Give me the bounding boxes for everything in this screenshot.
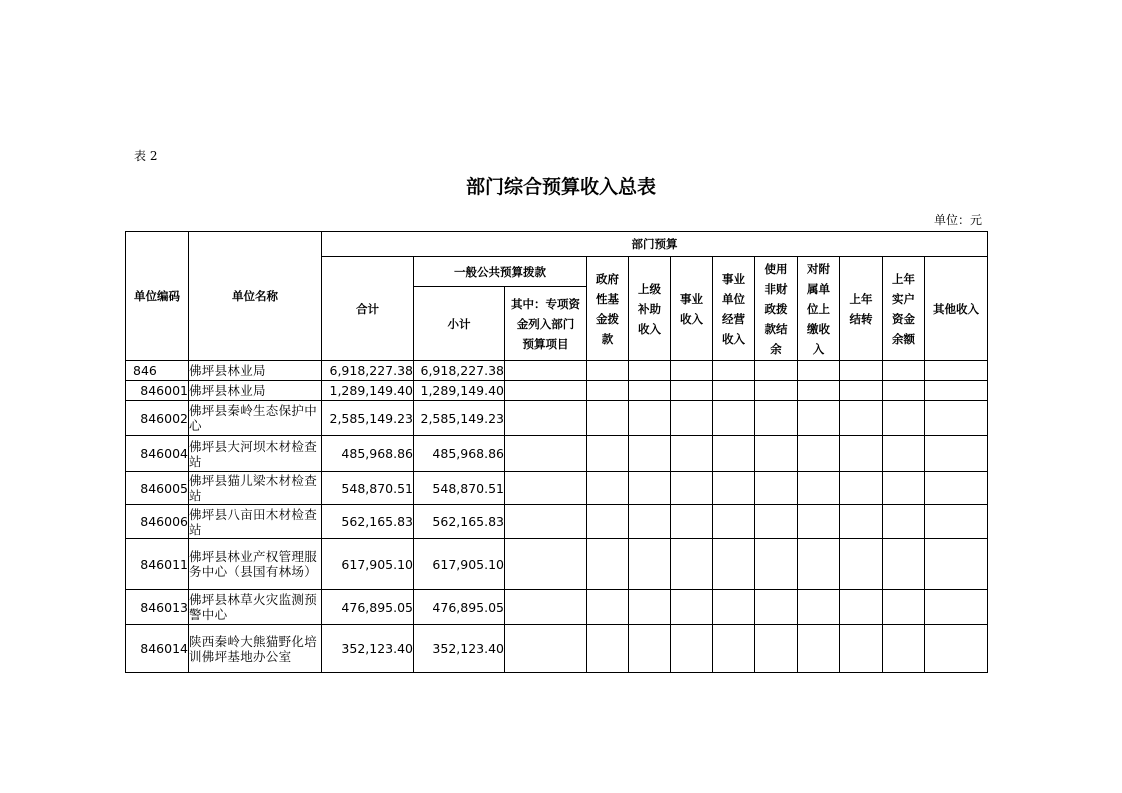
empty-cell <box>925 472 988 505</box>
subtotal-cell: 485,968.86 <box>414 436 505 472</box>
empty-cell <box>925 401 988 436</box>
empty-cell <box>755 505 798 539</box>
empty-cell <box>755 472 798 505</box>
empty-cell <box>925 436 988 472</box>
header-non-fiscal-balance <box>755 257 798 361</box>
empty-cell <box>925 625 988 673</box>
header-special-funds-line: 预算项目 <box>522 336 569 351</box>
empty-cell <box>883 539 925 590</box>
empty-cell <box>629 401 671 436</box>
empty-cell <box>713 472 755 505</box>
unit-label: 单位：元 <box>934 213 983 227</box>
empty-cell <box>587 436 629 472</box>
empty-cell <box>671 505 713 539</box>
empty-cell <box>755 590 798 625</box>
header-business-unit-income-line: 事业 <box>722 271 745 286</box>
header-affiliate-income-line: 属单 <box>807 281 830 296</box>
header-superior-subsidy-line: 补助 <box>638 301 661 316</box>
header-business-unit-income-line: 收入 <box>722 331 745 346</box>
empty-cell <box>798 539 840 590</box>
header-business-unit-income <box>713 257 755 361</box>
header-non-fiscal-balance-line: 使用 <box>764 261 788 276</box>
header-gov-fund-line: 款 <box>601 331 614 346</box>
empty-cell <box>840 472 883 505</box>
empty-cell <box>587 539 629 590</box>
empty-cell <box>883 436 925 472</box>
header-general-budget: 一般公共预算拨款 <box>414 257 587 287</box>
header-affiliate-income <box>798 257 840 361</box>
header-last-year-account-line: 实户 <box>892 291 915 306</box>
empty-cell <box>713 361 755 381</box>
empty-cell <box>840 381 883 401</box>
total-cell: 485,968.86 <box>322 436 414 472</box>
table-row <box>126 625 988 673</box>
header-special-funds <box>505 287 587 361</box>
unit-name-cell: 佛坪县大河坝木材检查站 <box>189 436 322 472</box>
header-business-unit-income-line: 单位 <box>722 291 745 306</box>
unit-name-cell: 佛坪县八亩田木材检查站 <box>189 505 322 539</box>
header-non-fiscal-balance-line: 非财 <box>764 281 788 296</box>
header-last-year-account <box>883 257 925 361</box>
total-cell: 562,165.83 <box>322 505 414 539</box>
total-cell: 6,918,227.38 <box>322 361 414 381</box>
page-title: 部门综合预算收入总表 <box>465 176 656 198</box>
unit-code-cell: 846014 <box>126 625 189 673</box>
total-cell: 2,585,149.23 <box>322 401 414 436</box>
header-last-year-carry-line: 结转 <box>849 311 873 326</box>
subtotal-cell: 548,870.51 <box>414 472 505 505</box>
empty-cell <box>883 505 925 539</box>
header-total: 合计 <box>322 257 414 361</box>
subtotal-cell: 6,918,227.38 <box>414 361 505 381</box>
empty-cell <box>505 381 587 401</box>
header-gov-fund-line: 政府 <box>596 271 619 286</box>
header-gov-fund-line: 性基 <box>596 291 619 306</box>
header-superior-subsidy-line: 上级 <box>638 281 661 296</box>
empty-cell <box>883 381 925 401</box>
empty-cell <box>629 436 671 472</box>
header-last-year-account-line: 资金 <box>892 311 915 326</box>
empty-cell <box>883 401 925 436</box>
empty-cell <box>840 361 883 381</box>
table-row <box>126 472 988 505</box>
subtotal-cell: 476,895.05 <box>414 590 505 625</box>
header-non-fiscal-balance-line: 余 <box>770 341 782 356</box>
empty-cell <box>587 361 629 381</box>
empty-cell <box>840 436 883 472</box>
empty-cell <box>755 539 798 590</box>
header-last-year-carry <box>840 257 883 361</box>
header-other-income: 其他收入 <box>925 257 988 361</box>
empty-cell <box>671 361 713 381</box>
table-row <box>126 401 988 436</box>
header-business-unit-income-line: 经营 <box>722 311 745 326</box>
empty-cell <box>587 505 629 539</box>
header-affiliate-income-line: 位上 <box>807 301 830 316</box>
table-row <box>126 539 988 590</box>
total-cell: 1,289,149.40 <box>322 381 414 401</box>
empty-cell <box>883 361 925 381</box>
empty-cell <box>840 539 883 590</box>
empty-cell <box>798 381 840 401</box>
header-non-fiscal-balance-line: 款结 <box>764 321 788 336</box>
total-cell: 352,123.40 <box>322 625 414 673</box>
empty-cell <box>629 590 671 625</box>
subtotal-cell: 617,905.10 <box>414 539 505 590</box>
empty-cell <box>840 401 883 436</box>
empty-cell <box>587 625 629 673</box>
subtotal-cell: 562,165.83 <box>414 505 505 539</box>
empty-cell <box>925 381 988 401</box>
unit-code-cell: 846005 <box>126 472 189 505</box>
unit-name-cell: 佛坪县猫儿梁木材检查站 <box>189 472 322 505</box>
empty-cell <box>713 401 755 436</box>
empty-cell <box>713 625 755 673</box>
header-superior-subsidy <box>629 257 671 361</box>
empty-cell <box>629 625 671 673</box>
empty-cell <box>587 381 629 401</box>
header-affiliate-income-line: 对附 <box>807 261 830 276</box>
unit-name-cell: 佛坪县秦岭生态保护中心 <box>189 401 322 436</box>
header-affiliate-income-line: 入 <box>812 341 825 356</box>
header-affiliate-income-line: 缴收 <box>807 321 830 336</box>
unit-code-cell: 846 <box>126 361 189 381</box>
header-subtotal: 小计 <box>414 287 505 361</box>
empty-cell <box>629 472 671 505</box>
header-dept-budget: 部门预算 <box>322 232 988 257</box>
empty-cell <box>671 401 713 436</box>
empty-cell <box>629 381 671 401</box>
empty-cell <box>840 505 883 539</box>
empty-cell <box>671 625 713 673</box>
unit-name-cell: 佛坪县林业产权管理服务中心（县国有林场） <box>189 539 322 590</box>
subtotal-cell: 352,123.40 <box>414 625 505 673</box>
empty-cell <box>671 381 713 401</box>
empty-cell <box>671 539 713 590</box>
header-business-income-line: 事业 <box>680 291 703 306</box>
empty-cell <box>798 401 840 436</box>
unit-name-cell: 佛坪县林草火灾监测预警中心 <box>189 590 322 625</box>
empty-cell <box>840 590 883 625</box>
empty-cell <box>505 539 587 590</box>
empty-cell <box>713 590 755 625</box>
unit-code-cell: 846006 <box>126 505 189 539</box>
empty-cell <box>629 539 671 590</box>
header-gov-fund-line: 金拨 <box>596 311 619 326</box>
table-row <box>126 590 988 625</box>
empty-cell <box>925 505 988 539</box>
empty-cell <box>755 381 798 401</box>
empty-cell <box>755 436 798 472</box>
header-special-funds-line: 金列入部门 <box>516 316 575 331</box>
header-last-year-account-line: 余额 <box>892 331 915 346</box>
empty-cell <box>925 539 988 590</box>
empty-cell <box>505 361 587 381</box>
total-cell: 617,905.10 <box>322 539 414 590</box>
header-unit-code: 单位编码 <box>126 232 189 361</box>
empty-cell <box>587 401 629 436</box>
subtotal-cell: 1,289,149.40 <box>414 381 505 401</box>
table-row <box>126 381 988 401</box>
table-row <box>126 505 988 539</box>
empty-cell <box>671 436 713 472</box>
empty-cell <box>798 472 840 505</box>
unit-code-cell: 846001 <box>126 381 189 401</box>
header-unit-name: 单位名称 <box>189 232 322 361</box>
empty-cell <box>505 401 587 436</box>
empty-cell <box>798 436 840 472</box>
empty-cell <box>883 625 925 673</box>
empty-cell <box>505 436 587 472</box>
table-row <box>126 361 988 381</box>
empty-cell <box>671 472 713 505</box>
empty-cell <box>629 505 671 539</box>
budget-income-table <box>125 231 988 673</box>
empty-cell <box>883 590 925 625</box>
empty-cell <box>671 590 713 625</box>
header-business-income-line: 收入 <box>680 311 703 326</box>
unit-code-cell: 846011 <box>126 539 189 590</box>
header-special-funds-line: 其中：专项资 <box>511 296 580 311</box>
empty-cell <box>505 625 587 673</box>
empty-cell <box>587 472 629 505</box>
empty-cell <box>505 472 587 505</box>
header-business-income <box>671 257 713 361</box>
total-cell: 548,870.51 <box>322 472 414 505</box>
empty-cell <box>925 590 988 625</box>
empty-cell <box>798 361 840 381</box>
header-gov-fund <box>587 257 629 361</box>
header-last-year-carry-line: 上年 <box>849 291 873 306</box>
empty-cell <box>883 472 925 505</box>
empty-cell <box>798 625 840 673</box>
unit-code-cell: 846002 <box>126 401 189 436</box>
empty-cell <box>798 505 840 539</box>
unit-code-cell: 846004 <box>126 436 189 472</box>
empty-cell <box>925 361 988 381</box>
empty-cell <box>755 361 798 381</box>
empty-cell <box>713 539 755 590</box>
empty-cell <box>713 436 755 472</box>
header-non-fiscal-balance-line: 政拨 <box>764 301 788 316</box>
empty-cell <box>755 401 798 436</box>
subtotal-cell: 2,585,149.23 <box>414 401 505 436</box>
empty-cell <box>587 590 629 625</box>
empty-cell <box>713 505 755 539</box>
empty-cell <box>798 590 840 625</box>
unit-name-cell: 佛坪县林业局 <box>189 361 322 381</box>
empty-cell <box>755 625 798 673</box>
table-label: 表 2 <box>134 149 158 163</box>
empty-cell <box>505 590 587 625</box>
empty-cell <box>713 381 755 401</box>
table-row <box>126 436 988 472</box>
total-cell: 476,895.05 <box>322 590 414 625</box>
header-last-year-account-line: 上年 <box>892 271 915 286</box>
unit-name-cell: 佛坪县林业局 <box>189 381 322 401</box>
unit-code-cell: 846013 <box>126 590 189 625</box>
header-superior-subsidy-line: 收入 <box>638 321 661 336</box>
unit-name-cell: 陕西秦岭大熊猫野化培训佛坪基地办公室 <box>189 625 322 673</box>
empty-cell <box>505 505 587 539</box>
empty-cell <box>629 361 671 381</box>
empty-cell <box>840 625 883 673</box>
